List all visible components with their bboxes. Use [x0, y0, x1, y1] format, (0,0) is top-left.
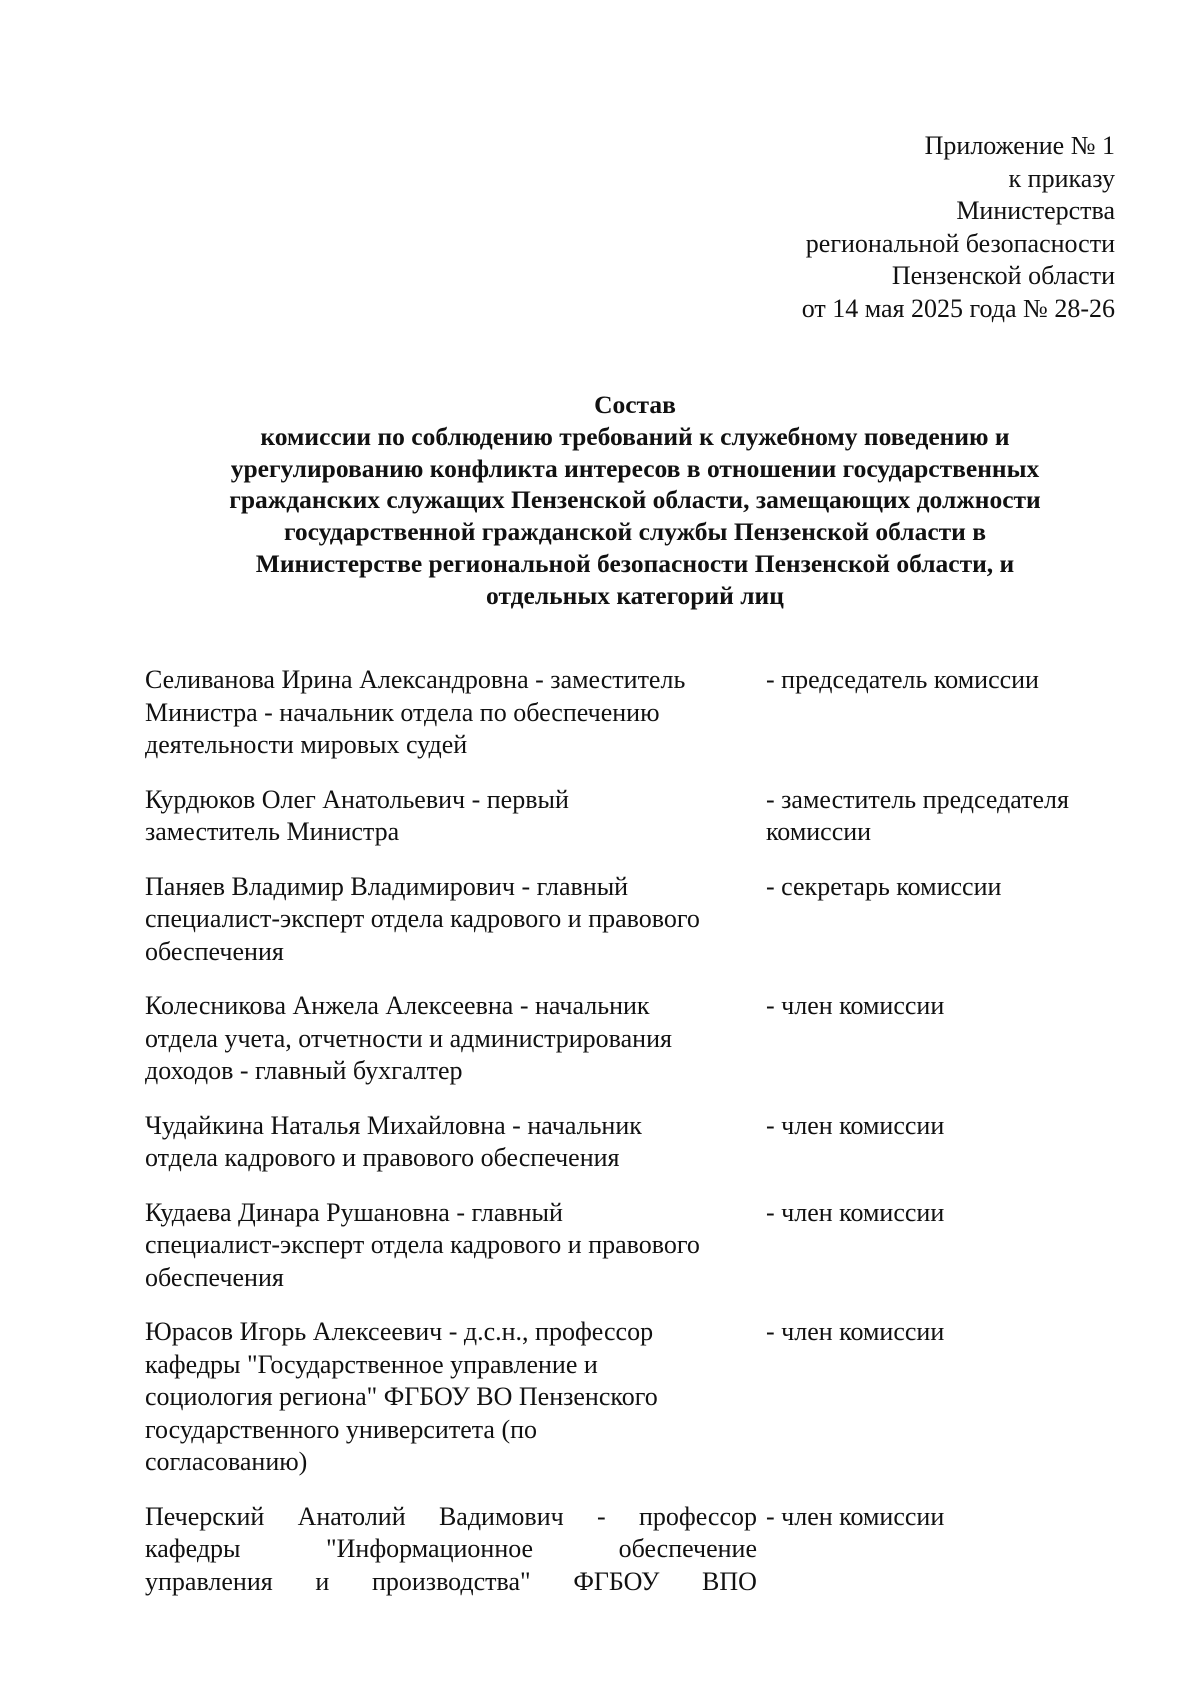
- member-role: [757, 784, 1125, 849]
- member-name-line: доходов - главный бухгалтер: [145, 1056, 463, 1085]
- member-row: [145, 1501, 1125, 1599]
- member-name-line-justified: [145, 1501, 757, 1534]
- member-name-line: Селиванова Ирина Александровна - заместитель: [145, 665, 686, 694]
- member-name: [145, 871, 757, 969]
- member-name-line: государственного университета (по: [145, 1414, 538, 1444]
- member-row: [145, 871, 1125, 969]
- title-line: отдельных категорий лиц: [486, 580, 784, 610]
- word: профессор: [638, 1501, 757, 1531]
- member-row: [145, 784, 1125, 849]
- member-name-line: кафедры "Государственное управление и: [145, 1349, 598, 1379]
- member-role: [757, 990, 1125, 1023]
- title-line: Министерстве региональной безопасности Пензенской области, и: [255, 548, 1015, 578]
- member-name-line: Министра - начальник отдела по обеспечению: [145, 697, 660, 727]
- title-line: государственной гражданской службы Пензенской области в: [283, 517, 987, 547]
- member-role: [757, 1316, 1125, 1349]
- member-name: [145, 990, 757, 1088]
- members-list: [145, 664, 1125, 1598]
- member-role-line: - член комиссии: [766, 1317, 945, 1346]
- member-role-line: комиссии: [766, 817, 872, 846]
- member-name: [145, 1501, 757, 1599]
- member-row: [145, 1197, 1125, 1295]
- word: и: [315, 1566, 330, 1596]
- member-name-line: обеспечения: [145, 936, 284, 966]
- member-row: [145, 990, 1125, 1088]
- member-name-line: Курдюков Олег Анатольевич - первый: [145, 784, 569, 814]
- word: производства": [371, 1566, 531, 1596]
- member-name-line: социология региона" ФГБОУ ВО Пензенского: [145, 1382, 658, 1411]
- word: управления: [145, 1566, 273, 1596]
- word: обеспечение: [618, 1534, 757, 1563]
- member-name: [145, 1110, 757, 1175]
- member-name-line: специалист-эксперт отдела кадрового и правового: [145, 1230, 700, 1259]
- title-line: комиссии по соблюдению требований к служебному поведению и: [260, 421, 1010, 451]
- member-row: [145, 1110, 1125, 1175]
- appendix-line: Приложение № 1: [924, 131, 1115, 160]
- appendix-line: Пензенской области: [891, 261, 1115, 290]
- member-name-line-justified: [145, 1566, 757, 1599]
- member-name: [145, 1197, 757, 1295]
- word: "Информационное: [326, 1534, 534, 1563]
- member-name-line: Юрасов Игорь Алексеевич - д.с.н., профессор: [145, 1317, 654, 1346]
- word: кафедры: [145, 1534, 241, 1563]
- member-role: [757, 1197, 1125, 1230]
- member-role: [757, 1501, 1125, 1534]
- member-role-line: - секретарь комиссии: [766, 871, 1002, 901]
- member-name-line: отдела кадрового и правового обеспечения: [145, 1143, 620, 1172]
- member-name-line: обеспечения: [145, 1262, 284, 1292]
- member-name-line: Кудаева Динара Рушановна - главный: [145, 1197, 563, 1227]
- title-line: урегулированию конфликта интересов в отношении государственных: [230, 453, 1040, 483]
- member-role-line: - заместитель председателя: [766, 784, 1069, 814]
- member-role-line: - член комиссии: [766, 991, 945, 1020]
- title-line: гражданских служащих Пензенской области, замещающих должности: [229, 485, 1041, 515]
- member-name-line: заместитель Министра: [145, 817, 400, 846]
- appendix-header: [635, 130, 1115, 325]
- member-row: [145, 664, 1125, 762]
- document-title: [145, 389, 1125, 612]
- word: ФГБОУ: [573, 1566, 660, 1596]
- member-role: [757, 871, 1125, 904]
- word: Печерский: [145, 1501, 265, 1531]
- member-role-line: - председатель комиссии: [766, 665, 1039, 694]
- member-role: [757, 664, 1125, 697]
- member-name-line: Паняев Владимир Владимирович - главный: [145, 871, 629, 901]
- member-name: [145, 664, 757, 762]
- member-name-line: Чудайкина Наталья Михайловна - начальник: [145, 1110, 642, 1140]
- member-role-line: - член комиссии: [766, 1501, 945, 1531]
- word: Вадимович: [438, 1501, 564, 1531]
- appendix-line: от 14 мая 2025 года № 28-26: [801, 293, 1115, 323]
- word: -: [596, 1501, 606, 1531]
- word: Анатолий: [297, 1501, 406, 1531]
- member-name-line: Колесникова Анжела Алексеевна - начальник: [145, 991, 650, 1020]
- word: ВПО: [702, 1566, 757, 1596]
- appendix-line: региональной безопасности: [805, 228, 1115, 258]
- member-name: [145, 1316, 757, 1479]
- member-row: [145, 1316, 1125, 1479]
- member-name-line: специалист-эксперт отдела кадрового и правового: [145, 904, 700, 933]
- member-name: [145, 784, 757, 849]
- appendix-line: Министерства: [956, 196, 1115, 225]
- member-role-line: - член комиссии: [766, 1197, 945, 1227]
- member-name-line-justified: [145, 1533, 757, 1566]
- member-role: [757, 1110, 1125, 1143]
- member-name-line: деятельности мировых судей: [145, 730, 468, 759]
- title-heading: Состав: [594, 390, 676, 419]
- member-name-line: согласованию): [145, 1447, 308, 1476]
- member-name-line: отдела учета, отчетности и администрирования: [145, 1023, 672, 1053]
- member-role-line: - член комиссии: [766, 1110, 945, 1140]
- appendix-line: к приказу: [1008, 163, 1115, 193]
